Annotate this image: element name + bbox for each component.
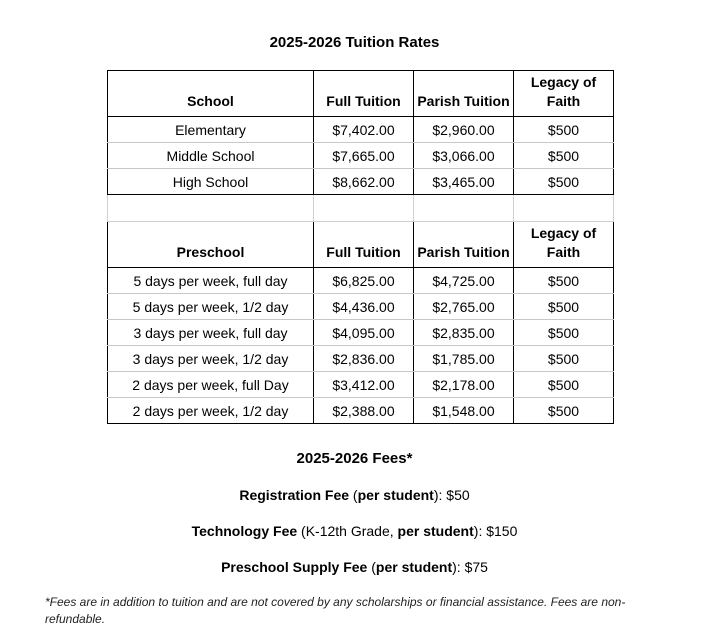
fee-detail: ( bbox=[349, 487, 358, 503]
table-cell: $500 bbox=[514, 169, 614, 195]
table-cell: $2,765.00 bbox=[414, 294, 514, 320]
column-header: Full Tuition bbox=[314, 71, 414, 117]
table-row bbox=[108, 117, 614, 143]
fee-amount: ): $50 bbox=[433, 487, 470, 503]
tuition-table bbox=[107, 70, 614, 424]
header-row bbox=[108, 71, 614, 117]
fee-name: Registration Fee bbox=[239, 487, 350, 503]
table-cell: $3,066.00 bbox=[414, 143, 514, 169]
column-header: Parish Tuition bbox=[414, 222, 514, 268]
column-header: Parish Tuition bbox=[414, 71, 514, 117]
fee-item bbox=[0, 487, 709, 503]
table-cell: $7,665.00 bbox=[314, 143, 414, 169]
empty-cell bbox=[314, 195, 414, 222]
fee-item bbox=[0, 559, 709, 575]
table-cell: $3,412.00 bbox=[314, 372, 414, 398]
table-cell: 5 days per week, 1/2 day bbox=[108, 294, 314, 320]
table-cell: 2 days per week, 1/2 day bbox=[108, 398, 314, 424]
table-cell: $500 bbox=[514, 398, 614, 424]
table-cell: $500 bbox=[514, 320, 614, 346]
table-cell: $2,836.00 bbox=[314, 346, 414, 372]
table-cell: $4,095.00 bbox=[314, 320, 414, 346]
table-cell: $500 bbox=[514, 117, 614, 143]
table-cell: $500 bbox=[514, 346, 614, 372]
empty-cell bbox=[514, 195, 614, 222]
table-row bbox=[108, 346, 614, 372]
table-cell: 3 days per week, 1/2 day bbox=[108, 346, 314, 372]
table-cell: $7,402.00 bbox=[314, 117, 414, 143]
table-row bbox=[108, 372, 614, 398]
table-row bbox=[108, 143, 614, 169]
table-row bbox=[108, 320, 614, 346]
table-cell: $500 bbox=[514, 143, 614, 169]
table-cell: $2,835.00 bbox=[414, 320, 514, 346]
table-cell: $1,785.00 bbox=[414, 346, 514, 372]
fees-note: *Fees are in addition to tuition and are not covered by any scholarships or financial assistance. Fees are non-refundable. bbox=[45, 595, 626, 626]
column-header: Legacy of Faith bbox=[514, 222, 614, 268]
fee-amount: ): $150 bbox=[473, 523, 518, 539]
table-cell: $500 bbox=[514, 294, 614, 320]
fee-detail: ( bbox=[367, 559, 376, 575]
fee-item bbox=[0, 523, 709, 539]
table-cell: $500 bbox=[514, 268, 614, 294]
table-cell: $6,825.00 bbox=[314, 268, 414, 294]
column-header: School bbox=[108, 71, 314, 117]
table-row bbox=[108, 169, 614, 195]
fee-basis: per student bbox=[397, 523, 474, 539]
column-header: Legacy of Faith bbox=[514, 71, 614, 117]
fee-basis: per student bbox=[357, 487, 434, 503]
fee-name: Technology Fee bbox=[191, 523, 298, 539]
fees-title: 2025-2026 Fees* bbox=[296, 450, 413, 467]
table-cell: $4,725.00 bbox=[414, 268, 514, 294]
table-cell: $1,548.00 bbox=[414, 398, 514, 424]
fee-amount: ): $75 bbox=[452, 559, 488, 575]
table-cell: Elementary bbox=[108, 117, 314, 143]
page-title: 2025-2026 Tuition Rates bbox=[269, 34, 440, 51]
table-cell: $4,436.00 bbox=[314, 294, 414, 320]
column-header: Full Tuition bbox=[314, 222, 414, 268]
table-cell: $8,662.00 bbox=[314, 169, 414, 195]
table-cell: $2,960.00 bbox=[414, 117, 514, 143]
table-cell: $2,178.00 bbox=[414, 372, 514, 398]
table-cell: 3 days per week, full day bbox=[108, 320, 314, 346]
empty-cell bbox=[108, 195, 314, 222]
table-cell: $3,465.00 bbox=[414, 169, 514, 195]
spacer-row bbox=[108, 195, 614, 222]
table-row bbox=[108, 398, 614, 424]
table-cell: 5 days per week, full day bbox=[108, 268, 314, 294]
fee-name: Preschool Supply Fee bbox=[221, 559, 368, 575]
table-row bbox=[108, 268, 614, 294]
column-header: Preschool bbox=[108, 222, 314, 268]
table-cell: High School bbox=[108, 169, 314, 195]
empty-cell bbox=[414, 195, 514, 222]
fee-basis: per student bbox=[375, 559, 453, 575]
table-cell: 2 days per week, full Day bbox=[108, 372, 314, 398]
table-cell: Middle School bbox=[108, 143, 314, 169]
table-cell: $2,388.00 bbox=[314, 398, 414, 424]
header-row bbox=[108, 222, 614, 268]
fee-detail: (K-12th Grade, bbox=[297, 523, 398, 539]
table-cell: $500 bbox=[514, 372, 614, 398]
table-row bbox=[108, 294, 614, 320]
